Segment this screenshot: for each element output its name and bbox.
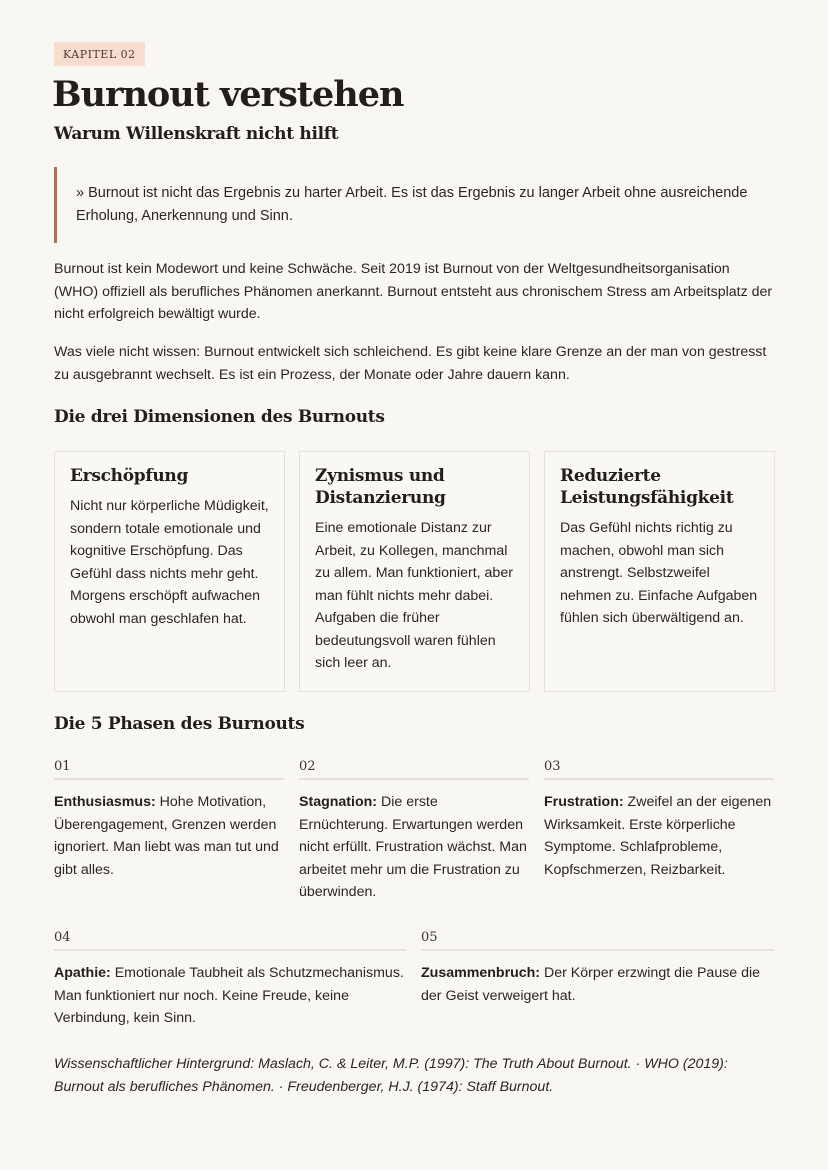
dimension-card-title: Erschöpfung [70,466,189,486]
phase-item-05 [421,930,774,1007]
phase-number: 05 [421,930,438,945]
dimension-card-cynicism [299,451,530,692]
phase-divider [544,778,774,780]
phase-number: 02 [299,759,316,774]
phase-body: Zweifel an der eigenen Wirksamkeit. Erste körperliche Symptome. Schlafprobleme, Kopfschmerzen, Reizbarkeit. [544,794,772,878]
phase-description [299,791,529,904]
phase-description [54,962,406,1030]
phase-number: 04 [54,930,71,945]
phase-item-03 [544,759,774,881]
phase-body: Der Körper erzwingt die Pause die der Geist verweigert hat. [421,965,761,1004]
dimension-card-text: Das Gefühl nichts richtig zu machen, obwohl man sich anstrengt. Selbstzweifel nehmen zu. Einfache Aufgaben fühlen sich überwältigend an. [560,520,758,626]
phase-divider [54,949,406,951]
chapter-badge: KAPITEL 02 [54,42,145,66]
phase-item-02 [299,759,529,904]
intro-paragraph-1: Burnout ist kein Modewort und keine Schwäche. Seit 2019 ist Burnout von der Weltgesundheitsorganisation (WHO) offiziell als berufliches Phänomen anerkannt. Burnout entsteht aus chronischem Stress am Arbeitsplatz der nicht erfolgreich bewältigt wurde. [54,261,773,322]
phase-label: Zusammenbruch: [421,965,541,981]
phases-heading: Die 5 Phasen des Burnouts [54,714,305,734]
dimension-card-text: Nicht nur körperliche Müdigkeit, sondern totale emotionale und kognitive Erschöpfung. Das Gefühl dass nichts mehr geht. Morgens erschöpft aufwachen obwohl man geschlafen hat. [70,498,269,627]
phase-body: Emotionale Taubheit als Schutzmechanismus. Man funktioniert nur noch. Keine Freude, keine Verbindung, kein Sinn. [54,965,404,1026]
phase-label: Stagnation: [299,794,378,810]
dimension-card-text: Eine emotionale Distanz zur Arbeit, zu Kollegen, manchmal zu allem. Man funktioniert, aber man fühlt nichts mehr dabei. Aufgaben die früher bedeutungsvoll waren fühlen sich leer an. [315,520,513,671]
phase-item-04 [54,930,406,1030]
phase-divider [54,778,284,780]
phase-description [421,962,774,1007]
phase-label: Enthusiasmus: [54,794,156,810]
dimensions-heading: Die drei Dimensionen des Burnouts [54,407,385,427]
phase-label: Apathie: [54,965,111,981]
dimension-card-title: Reduzierte Leistungsfähigkeit [560,466,734,508]
phase-number: 03 [544,759,561,774]
phase-body: Die erste Ernüchterung. Erwartungen werden nicht erfüllt. Frustration wächst. Man arbeitet mehr um die Frustration zu überwinden. [299,794,527,900]
sources-footnote: Wissenschaftlicher Hintergrund: Maslach, C. & Leiter, M.P. (1997): The Truth About Burnout. · WHO (2019): Burnout als berufliches Phänomen. · Freudenberger, H.J. (1974): Staff Burnout. [54,1056,728,1095]
dimension-card-exhaustion [54,451,285,692]
phase-body: Hohe Motivation, Überengagement, Grenzen werden ignoriert. Man liebt was man tut und gibt alles. [54,794,279,878]
phase-divider [421,949,774,951]
phase-divider [299,778,529,780]
page-subtitle: Warum Willenskraft nicht hilft [54,124,339,144]
phase-description [54,791,284,881]
dimension-card-title: Zynismus und Distanzierung [315,466,446,508]
phase-number: 01 [54,759,71,774]
phase-label: Frustration: [544,794,624,810]
phase-item-01 [54,759,284,881]
pull-quote: » Burnout ist nicht das Ergebnis zu harter Arbeit. Es ist das Ergebnis zu langer Arbeit ohne ausreichende Erholung, Anerkennung und Sinn. [54,167,774,243]
page-title: Burnout verstehen [52,74,404,115]
phase-description [544,791,774,881]
intro-paragraph-2: Was viele nicht wissen: Burnout entwickelt sich schleichend. Es gibt keine klare Grenze an der man von gestresst zu ausgebrannt wechselt. Es ist ein Prozess, der Monate oder Jahre dauern kann. [54,344,767,383]
dimension-card-efficacy [544,451,775,692]
